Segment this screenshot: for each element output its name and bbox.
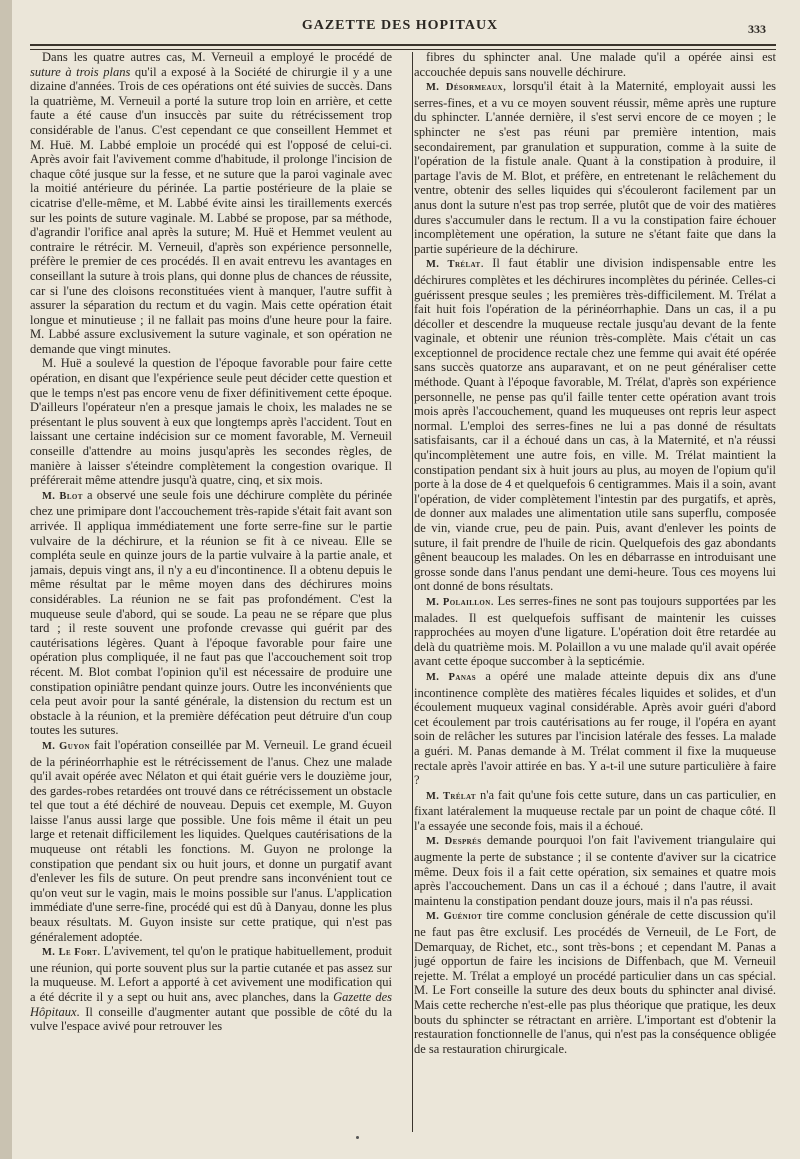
italic-text: Gazette des Hôpitaux	[30, 990, 392, 1019]
speaker-name: M. Désormeaux	[426, 82, 503, 94]
left-column	[30, 50, 392, 1130]
paragraph	[414, 669, 776, 788]
paragraph-text: a observé une seule fois une déchirure complète du périnée chez une primipare dont l'accouchement très-rapide s'était fait avant son arrivée. Il appliqua immédiatement une forte serre-fine sur le partie vulvaire de la déchirure, et la réunion se fit à ce niveau. Elle se compléta seule en quinze jours de la partie vulvaire à la partie anale, et jamais, depuis vingt ans, il n'y a eu d'incontinence. Il a obtenu depuis le même résultat par le même moyen dans des déchirures moins considérables. La réunion ne se fait pas profondément. C'est la muqueuse seule d'abord, qui se soude. La peau ne se répare que plus tard ; il reste souvent une profonde crevasse qui guérit par des cautérisations légères. Quant à l'époque favorable pour faire une opération plus compliquée, il ne faut pas que l'accouchement soit trop récent. M. Blot combat l'opinion qu'il est nécessaire de produire une constipation opiniâtre pendant quinze jours. Outre les inconvénients que cela peut avoir pour la santé générale, la distension du rectum est un obstacle à la réunion, et la première défécation peut détruire d'un coup toutes les sutures.	[30, 487, 392, 738]
paragraph-text: . Il faut établir une division indispensable entre les déchirures complètes et les déchirures incomplètes du périnée. Celles-ci guérissent presque seules ; les premières très-difficilement. M. Trélat a fait huit fois l'opération de la périnéorrhaphie. Dans un cas, il a pu décoller et descendre la muqueuse rectale jusqu'au devant de la fente vaginale, et obtenir une réunion très-complète. Mais c'était un cas exceptionnel de procidence rectale chez une femme qui avait été opérée sans succès quatorze ans auparavant, et on ne peut généraliser cette méthode. Quant à l'époque favorable, M. Trélat, d'après son expérience personnelle, ne pense pas qu'il faille tenter cette opération avant trois mois après l'accouchement, quand les muqueuses ont repris leur aspect normal. L'emploi des serres-fines ne lui a pas donné de résultats satisfaisants, car il a échoué dans un cas, à la Maternité, et n'a réussi qu'incomplètement une autre fois, en ville. M. Trélat maintient la constipation pendant six à huit jours au plus, au moyen de l'opium qu'il porte à la dose de 4 et quelquefois 6 centigrammes. Mais il a soin, avant l'opération, de vider complètement l'intestin par des purgatifs, et après, de donner aux malades une alimentation utile sans superflu, composée de vin, viande crue, peu de pain. Puis, avant d'enlever les points de suture, il fait prendre de l'huile de ricin. Quelquefois des gaz abondants gênent beaucoup les malades. On les en débarrasse en introduisant une grosse sonde dans l'anus pendant une demi-heure. Tous ces moyens lui ont donné de bons résultats.	[414, 256, 776, 594]
column-divider	[412, 52, 413, 1132]
right-column	[414, 50, 776, 1130]
speaker-name: M. Polaillon	[426, 596, 491, 608]
speaker-name: M. Trélat	[426, 790, 476, 802]
article-columns	[30, 50, 776, 1130]
paragraph	[30, 944, 392, 1034]
newspaper-title: GAZETTE DES HOPITAUX	[301, 18, 499, 33]
paragraph	[414, 788, 776, 834]
paragraph-text: fibres du sphincter anal. Une malade qu'il a opérée ainsi est accouchée depuis sans nouvelle déchirure.	[414, 50, 776, 79]
paragraph-text: . Il conseille d'augmenter autant que possible de côté du la vulve l'espace avivé pour retrouver les	[30, 1004, 392, 1034]
running-header	[24, 10, 776, 44]
italic-text: suture à trois plans	[30, 64, 131, 79]
page-number: 333	[748, 22, 766, 36]
speaker-name: M. Blot	[42, 490, 83, 502]
speaker-name: M. Le Fort	[42, 947, 98, 959]
paragraph-text: n'a fait qu'une fois cette suture, dans un cas particulier, en fixant latéralement la muqueuse rectale par un point de chaque côté. Il l'a essayée une seconde fois, mais il a échoué.	[414, 787, 776, 833]
paragraph-text: . L'avivement, tel qu'on le pratique habituellement, produit une réunion, qui porte souvent plus sur la partie cutanée et pas assez sur la muqueuse. M. Lefort a apporté à cet avivement une modification qui a été décrite il y a sept ou huit ans, avec planches, dans la	[30, 944, 392, 1004]
page-binding-edge	[0, 0, 12, 1159]
paragraph-text: Dans les quatre autres cas, M. Verneuil a employé le procédé de	[42, 50, 392, 64]
paragraph-text: . Les serres-fines ne sont pas toujours supportées par les malades. Il est quelquefois suffisant de maintenir les cuisses rapprochées au moyen d'une ligature. L'opération doit être retardée au delà du quatrième mois. M. Polaillon a vu une malade qu'il avait opérée avant cette époque succomber à la septicémie.	[414, 593, 776, 669]
paragraph-text: M. Huë a soulevé la question de l'époque favorable pour faire cette opération, en disant que l'expérience seule peut décider cette question et que le temps n'est pas encore venu de fixer définitivement cette époque. D'ailleurs l'opérateur n'en a presque jamais le choix, les malades ne se présentant le plus souvent à eux que longtemps après l'accident. Tout en laissant une certaine indécision sur ce moment favorable, M. Verneuil conseille d'attendre au moins jusqu'après les secondes règles, de manière à laisser s'éteindre complètement la congestion ovarique. Il préférerait même attendre jusqu'à quatre, cinq, et six mois.	[30, 356, 392, 488]
paragraph	[30, 50, 392, 356]
print-speck	[356, 1136, 359, 1139]
paragraph-text: demande pourquoi l'on fait l'avivement triangulaire qui augmente la perte de substance ; il se contente d'aviver sur la cicatrice même. Deux fois il a fait cette opération, six semaines et quatre mois après l'accouchement. Dans un cas il a échoué ; dans l'autre, il avait maintenu la constipation pendant douze jours, mais il n'a pas réussi.	[414, 833, 776, 908]
speaker-name: M. Panas	[426, 671, 477, 683]
paragraph-text: qu'il a exposé à la Société de chirurgie il y a une dizaine d'années. Trois de ces opérations ont été suivies de succès. Dans la quatrième, M. Verneuil a porté la suture trop loin en arrière, et cette faute a été cause d'un insuccès par suite du rétrécissement trop considérable de l'anus. C'est cependant ce que conseillent Hemmet et M. Huë. M. Labbé emploie un procédé qui est l'opposé de celui-ci. Après avoir fait l'avivement comme d'habitude, il prolonge l'incision de chaque côté jusque sur la fesse, et ne suture que la paroi vaginale avec la moitié antérieure du périnée. La partie postérieure de la plaie se cicatrise d'elle-même, et M. Labbé évite ainsi les tiraillements exercés sur les points de suture vaginale. M. Labbé se propose, par sa méthode, d'agrandir l'orifice anal après la suture; M. Huë et Hemmet veulent au contraire le rétrécir. M. Verneuil, d'après son expérience personnelle, préfère le premier de ces procédés. Il en avait entrevu les avantages en conseillant la suture à trois plans, qui donne plus de chances de réussite, car si l'une des cloisons reconstituées vient à manquer, l'autre suffit à assurer la séparation du rectum et du vagin. Mais cette opération était longue et minutieuse ; il ne fallait pas moins d'une heure pour la faire. M. Labbé assure exclusivement la suture vaginale, et son opération ne demande que vingt minutes.	[30, 64, 392, 356]
paragraph	[414, 833, 776, 908]
paragraph	[414, 908, 776, 1056]
paragraph	[30, 738, 392, 944]
paragraph	[414, 79, 776, 256]
paragraph-text: a opéré une malade atteinte depuis dix ans d'une incontinence complète des matières fécales liquides et solides, et d'un écoulement muqueux vaginal considérable. Après avoir guéri d'abord cet écoulement par trois cautérisations au fer rouge, il l'opéra en ayant soin de relâcher les sutures par l'incision latérale des fesses. La malade a guéri. M. Panas demande à M. Trélat comment il fixe la muqueuse rectale après l'avoir attirée en bas. Y a-t-il une suture particulière à faire ?	[414, 668, 776, 788]
paragraph	[30, 488, 392, 738]
paragraph-text: tire comme conclusion générale de cette discussion qu'il ne faut pas être exclusif. Les procédés de Verneuil, de Le Fort, de Demarquay, de Richet, etc., sont très-bons ; et cependant M. Panas a jugé opportun de faire les incisions de Diffenbach, que M. Verneuil rejette. M. Trélat a employé un procédé particulier dans un cas spécial. M. Le Fort conseille la suture des deux bouts du sphincter anal divisé. Mais cette recherche n'est-elle pas plus théorique que pratique, les deux bouts du sphincter se rétractant en arrière. L'important est d'obtenir la restauration fonctionnelle de l'anus, qui n'est pas la conséquence obligée de sa restauration chirurgicale.	[414, 908, 776, 1056]
paragraph	[414, 256, 776, 594]
speaker-name: M. Guyon	[42, 740, 90, 752]
paragraph	[414, 594, 776, 669]
paragraph	[414, 50, 776, 79]
speaker-name: M. Guéniot	[426, 911, 483, 923]
paragraph-text: , lorsqu'il était à la Maternité, employait aussi les serres-fines, et a vu ce moyen souvent réussir, même après une rupture du sphincter. L'année dernière, il s'est servi encore de ce moyen ; le sphincter ne s'est pas réuni par première intention, mais secondairement, par granulation et suppuration, comme à la suite de l'opération de la fistule anale. Quant à la constipation à produire, il partage l'avis de M. Blot, et préfère, en entretenant le relâchement du ventre, obtenir des selles liquides qui s'écouleront facilement par un anus dont la suture n'est pas trop serrée, plutôt que de voir des matières dures s'accumuler dans le rectum. Il a vu la constipation faire échouer incomplètement une opération, la suture ne s'étant faite que dans la partie supérieure de la déchirure.	[414, 79, 776, 256]
speaker-name: M. Després	[426, 836, 482, 848]
paragraph-text: fait l'opération conseillée par M. Verneuil. Le grand écueil de la périnéorrhaphie est le rétrécissement de l'anus. Chez une malade qu'il avait opérée avec Nélaton et qui était guérie vers le douzième jour, des gardes-robes retardées ont trouvé dans ce rétrécissement un obstacle tel que tout a été déchiré de nouveau. Depuis cet exemple, M. Guyon laisse l'anus aussi large que possible. Une fois même il était un peu large et retenait difficilement les liquides. Quelques cautérisations de la muqueuse ont rétabli les fonctions. M. Guyon ne prolonge la constipation que pendant six ou huit jours, et donne un purgatif avant d'enlever les fils de suture. On peut prendre sans inconvénient tout ce qu'on veut sur le vagin, mais le moins possible sur l'anus. L'application immédiate d'une serre-fine, procédé qui est dû à Danyau, donne les plus beaux résultats. M. Guyon insiste sur cette pratique, qui n'est pas généralement adoptée.	[30, 737, 392, 944]
paragraph	[30, 356, 392, 487]
speaker-name: M. Trélat	[426, 259, 481, 271]
